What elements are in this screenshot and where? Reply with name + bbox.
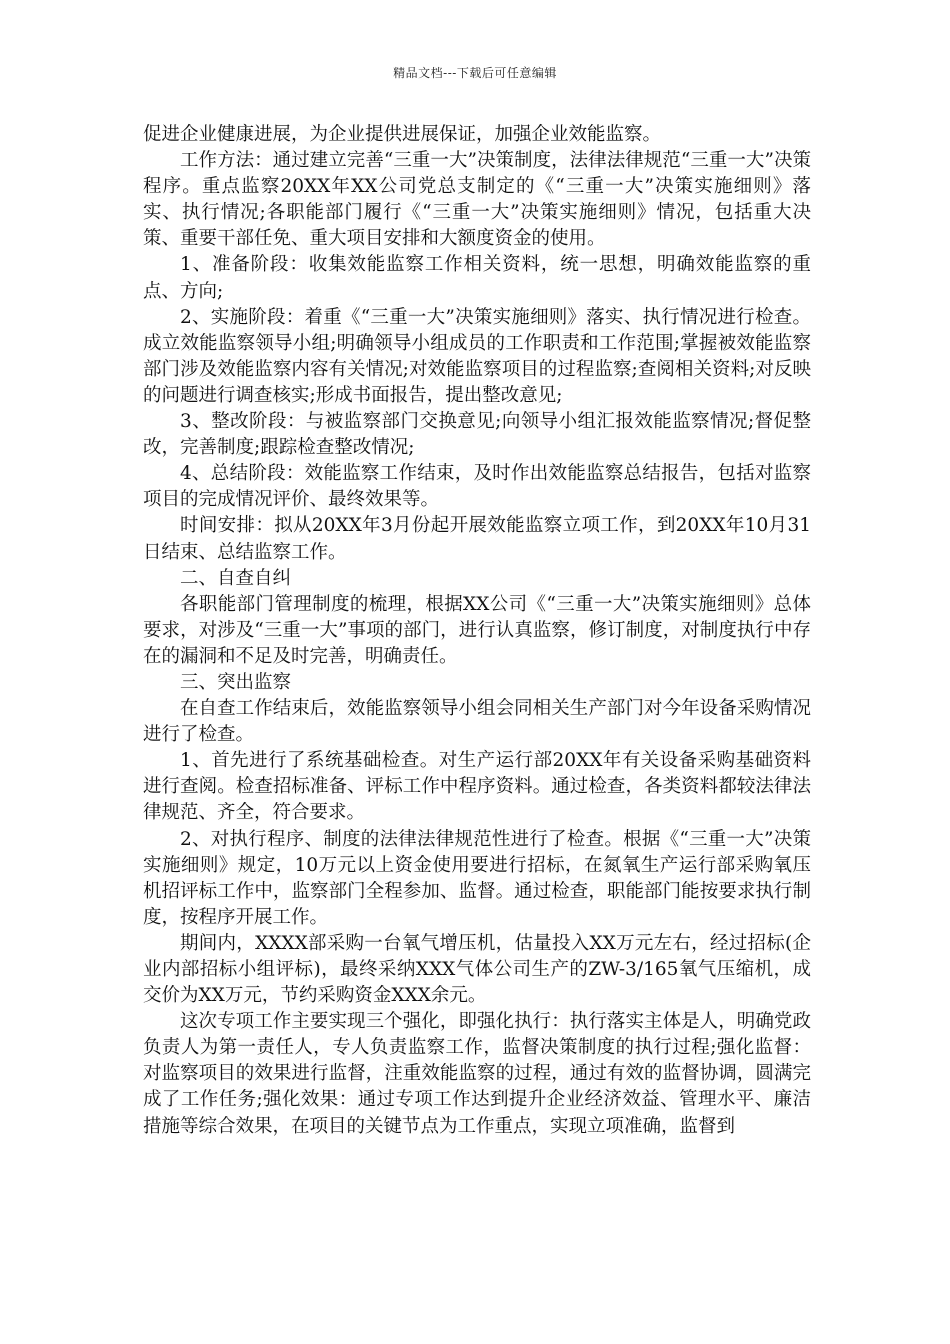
section-heading: 三、突出监察 xyxy=(180,671,292,693)
paragraph: 时间安排：拟从20XX年3月份起开展效能监察立项工作，到20XX年10月31日结束、总结监察工作。 xyxy=(143,515,811,563)
section-heading: 二、自查自纠 xyxy=(180,567,292,589)
paragraph: 工作方法：通过建立完善“三重一大”决策制度，法律法律规范“三重一大”决策程序。重点监察20XX年XX公司党总支制定的《“三重一大”决策实施细则》落实、执行情况;各职能部门履行《“三重一大”决策实施细则》情况，包括重大决策、重要干部任免、重大项目安排和大额度资金的使用。 xyxy=(143,150,811,250)
paragraph: 2、对执行程序、制度的法律法律规范性进行了检查。根据《“三重一大”决策实施细则》规定，10万元以上资金使用要进行招标，在氮氧生产运行部采购氧压机招评标工作中，监察部门全程参加、监督。通过检查，职能部门能按要求执行制度，按程序开展工作。 xyxy=(143,828,811,928)
page-header: 精品文档---下载后可任意编辑 xyxy=(393,66,557,80)
paragraph: 3、整改阶段：与被监察部门交换意见;向领导小组汇报效能监察情况;督促整改，完善制度;跟踪检查整改情况; xyxy=(143,411,811,459)
paragraph: 促进企业健康进展，为企业提供进展保证，加强企业效能监察。 xyxy=(143,124,662,145)
paragraph: 各职能部门管理制度的梳理，根据XX公司《“三重一大”决策实施细则》总体要求，对涉及“三重一大”事项的部门，进行认真监察，修订制度，对制度执行中存在的漏洞和不足及时完善，明确责任。 xyxy=(143,593,811,667)
paragraph: 2、实施阶段：着重《“三重一大”决策实施细则》落实、执行情况进行检查。成立效能监察领导小组;明确领导小组成员的工作职责和工作范围;掌握被效能监察部门涉及效能监察内容有关情况;对效能监察项目的过程监察;查阅相关资料;对反映的问题进行调查核实;形成书面报告，提出整改意见; xyxy=(143,306,811,406)
paragraph: 这次专项工作主要实现三个强化，即强化执行：执行落实主体是人，明确党政负责人为第一责任人，专人负责监察工作，监督决策制度的执行过程;强化监督：对监察项目的效果进行监督，注重效能监察的过程，通过有效的监督协调，圆满完成了工作任务;强化效果：通过专项工作达到提升企业经济效益、管理水平、廉洁措施等综合效果，在项目的关键节点为工作重点，实现立项准确，监督到 xyxy=(143,1011,811,1137)
paragraph: 1、准备阶段：收集效能监察工作相关资料，统一思想，明确效能监察的重点、方向; xyxy=(143,254,811,302)
paragraph: 在自查工作结束后，效能监察领导小组会同相关生产部门对今年设备采购情况进行了检查。 xyxy=(143,698,811,746)
document-body xyxy=(143,122,811,1140)
paragraph: 1、首先进行了系统基础检查。对生产运行部20XX年有关设备采购基础资料进行查阅。检查招标准备、评标工作中程序资料。通过检查，各类资料都较法律法律规范、齐全，符合要求。 xyxy=(143,750,811,824)
paragraph: 期间内，XXXX部采购一台氧气增压机，估量投入XX万元左右，经过招标(企业内部招标小组评标)，最终采纳XXX气体公司生产的ZW-3/165氧气压缩机，成交价为XX万元，节约采购资金XXX余元。 xyxy=(143,932,811,1007)
paragraph: 4、总结阶段：效能监察工作结束，及时作出效能监察总结报告，包括对监察项目的完成情况评价、最终效果等。 xyxy=(143,463,811,511)
